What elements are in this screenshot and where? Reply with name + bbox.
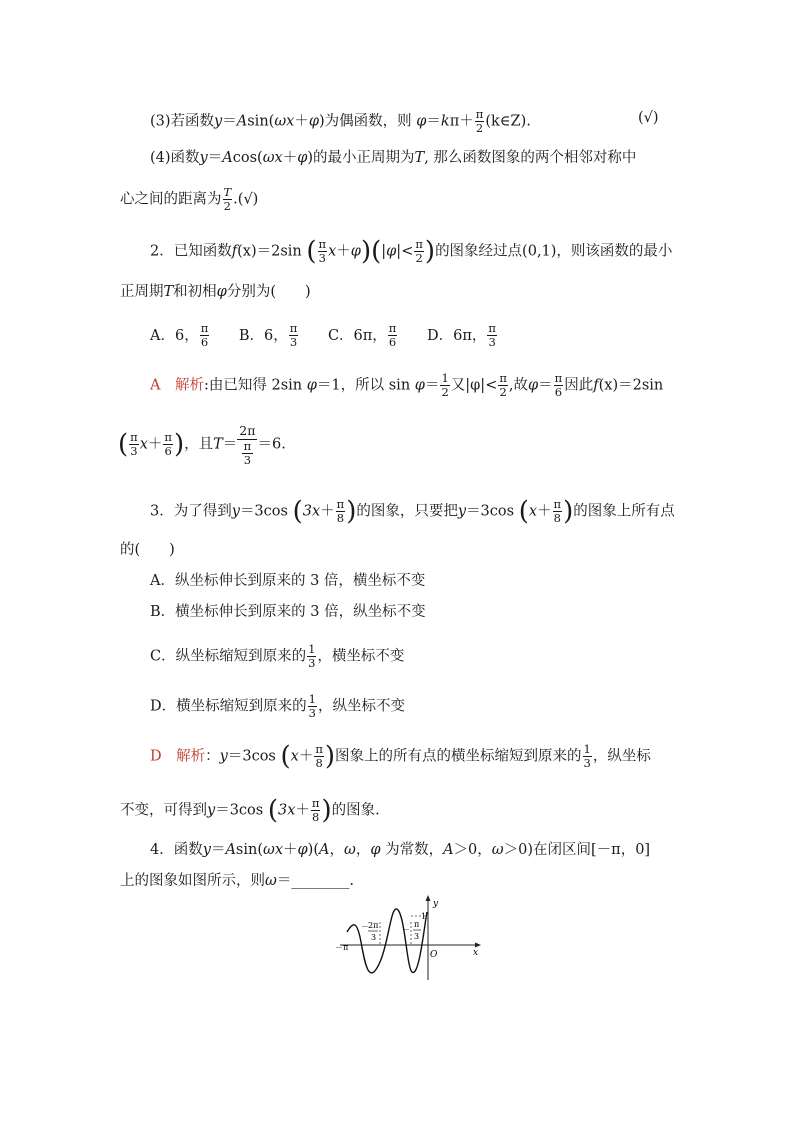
analysis-label: 解析 [176,748,206,765]
item3-check-mark: (√) [638,110,659,126]
tick-label-sign: － [361,922,369,931]
tick-label-num: π [414,920,420,929]
fraction: $\frac{\pi}{2}$ [475,107,484,135]
x-axis-label: x [473,948,479,958]
x-axis-arrow-icon [475,943,481,948]
sine-graph-figure [335,892,485,982]
tick-label-sign: － [402,925,410,934]
q3-solution-line1: D 解析：y＝3cos (x＋ $\frac{\pi}{8}$ )图象上的所有点的横坐标缩短到原来的 $\frac{1}{3}$ ，纵坐标 [150,741,651,772]
neg-pi-label: －π [335,943,349,952]
answer-letter: A [150,377,161,394]
item3-line: (3)若函数y＝Asin(ωx＋φ)为偶函数，则 φ＝kπ＋ $\frac{\pi}{2}$ (k∈Z). [150,107,531,135]
q3-stem-line1: 3．为了得到y＝3cos (3x＋ $\frac{\pi}{8}$ )的图象，只要把y＝3cos (x＋ $\frac{\pi}{8}$ )的图象上所有点 [150,496,675,527]
q3-option-c[interactable]: C．纵坐标缩短到原来的 $\frac{1}{3}$ ，横坐标不变 [150,642,405,670]
q4-stem-line2: 上的图象如图所示，则ω＝________. [120,873,354,889]
q3-stem-line2: 的( ) [120,542,175,558]
q3-option-a[interactable]: A．纵坐标伸长到原来的 3 倍，横坐标不变 [150,573,426,589]
q2-option-c[interactable]: C．6π， $\frac{\pi}{6}$ [327,321,397,349]
fraction: $\frac{T}{2}$ [223,185,232,213]
tick-label-den: 3 [414,932,420,941]
q2-stem-line2: 正周期T和初相φ分别为( ) [120,284,311,300]
analysis-label: 解析 [174,377,204,394]
answer-letter: D [150,748,162,765]
q2-solution-line1: A 解析:由已知得 2sin φ＝1，所以 sin φ＝ $\frac{1}{2}$ 又|φ|< $\frac{\pi}{2}$ ,故φ＝ $\frac{\pi}{6}$ 因此f(x)＝2sin [150,371,664,399]
q2-option-a[interactable]: A．6， $\frac{\pi}{6}$ [150,321,209,349]
q2-option-b[interactable]: B．6， $\frac{\pi}{3}$ [238,321,298,349]
y-axis-label: y [433,899,439,909]
q2-options [150,322,498,349]
y-one-label: 1 [421,912,427,921]
origin-label: O [430,950,438,960]
q3-option-d[interactable]: D．横坐标缩短到原来的 $\frac{1}{3}$ ，纵坐标不变 [150,692,405,720]
q2-option-d[interactable]: D．6π， $\frac{\pi}{3}$ [426,321,496,349]
q4-stem-line1: 4．函数y＝Asin(ωx＋φ)(A，ω，φ 为常数，A＞0，ω＞0)在闭区间[－π，0] [150,842,651,858]
q2-stem-line1: 2．已知函数f(x)＝2sin ( $\frac{\pi}{3}$ x＋φ)(|φ|< $\frac{\pi}{2}$ )的图象经过点(0,1)，则该函数的最小 [150,236,673,267]
q3-option-b[interactable]: B．横坐标伸长到原来的 3 倍，纵坐标不变 [150,604,426,620]
q3-solution-line2: 不变，可得到y＝3cos (3x＋ $\frac{\pi}{8}$ )的图象. [120,795,380,826]
item4-line1: (4)函数y＝Acos(ωx＋φ)的最小正周期为T, 那么函数图象的两个相邻对称中 [150,150,637,166]
item4-line2: 心之间的距离为 $\frac{T}{2}$ .(√) [120,185,259,213]
q2-solution-line2: ( $\frac{\pi}{3}$ x＋ $\frac{\pi}{6}$ )，且T＝ $\frac{2\pi}{\frac{\pi}{3}}$ ＝6. [118,423,286,467]
tick-label-num: 2π [368,921,379,930]
y-axis-arrow-icon [426,895,431,901]
tick-label-den: 3 [371,933,377,942]
